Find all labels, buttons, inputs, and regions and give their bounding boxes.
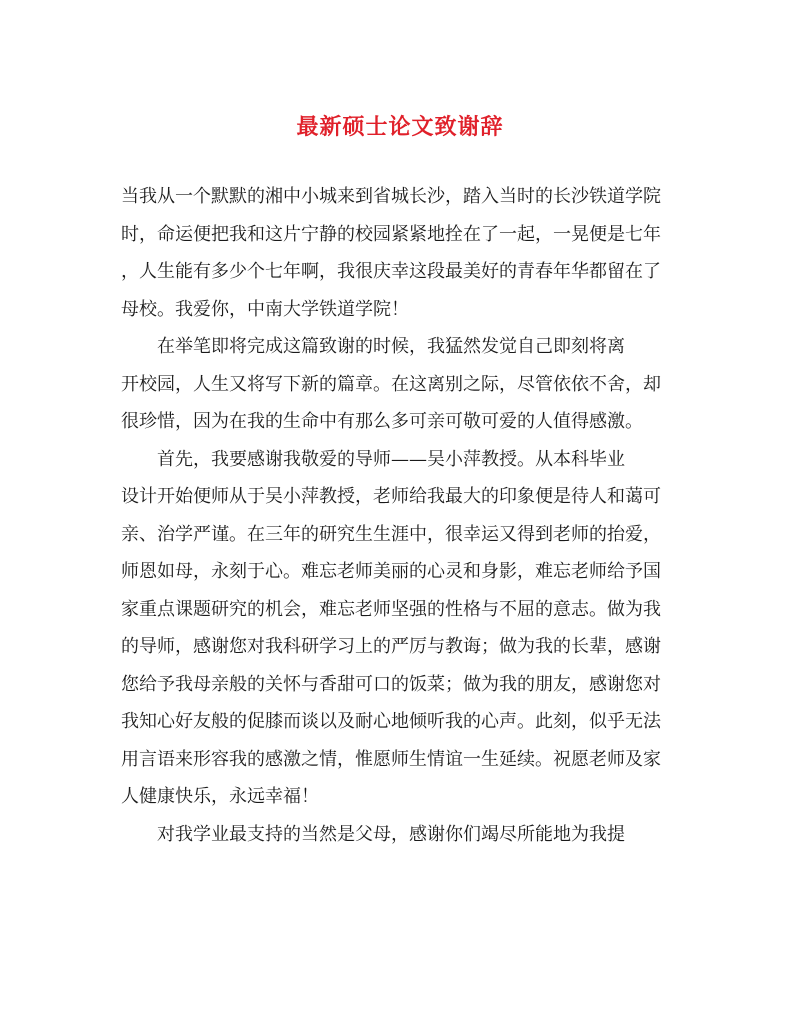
text-line: 很珍惜，因为在我的生命中有那么多可亲可敬可爱的人值得感激。: [121, 411, 643, 432]
text-line: 时，命运便把我和这片宁静的校园紧紧地拴在了一起，一晃便是七年: [121, 223, 661, 245]
text-line: 当我从一个默默的湘中小城来到省城长沙，踏入当时的长沙铁道学院: [121, 186, 661, 207]
text-line: 首先，我要感谢我敬爱的导师——吴小萍教授。从本科毕业: [157, 448, 625, 470]
paragraph-1: [121, 178, 681, 328]
document-body: [121, 178, 681, 853]
text-line: ，人生能有多少个七年啊，我很庆幸这段最美好的青春年华都留在了: [121, 261, 661, 282]
paragraph-2: [121, 328, 681, 441]
text-line: 家重点课题研究的机会，难忘老师坚强的性格与不屈的意志。做为我: [121, 598, 661, 620]
text-line: 母校。我爱你，中南大学铁道学院！: [121, 298, 409, 320]
text-line: 对我学业最支持的当然是父母，感谢你们竭尽所能地为我提: [157, 823, 625, 845]
text-line: 我知心好友般的促膝而谈以及耐心地倾听我的心声。此刻，似乎无法: [121, 711, 661, 732]
text-line: 亲、治学严谨。在三年的研究生生涯中，很幸运又得到老师的抬爱，: [121, 523, 661, 545]
paragraph-4: [121, 816, 681, 854]
text-line: 用言语来形容我的感激之情，惟愿师生情谊一生延续。祝愿老师及家: [121, 748, 661, 770]
text-line: 开校园，人生又将写下新的篇章。在这离别之际，尽管依依不舍，却: [121, 373, 661, 395]
text-line: 师恩如母，永刻于心。难忘老师美丽的心灵和身影，难忘老师给予国: [121, 561, 661, 582]
text-line: 人健康快乐，永远幸福！: [121, 786, 319, 807]
text-line: 设计开始便师从于吴小萍教授，老师给我最大的印象便是待人和蔼可: [121, 486, 661, 507]
text-line: 在举笔即将完成这篇致谢的时候，我猛然发觉自己即刻将离: [157, 336, 625, 357]
text-line: 您给予我母亲般的关怀与香甜可口的饭菜；做为我的朋友，感谢您对: [121, 673, 661, 695]
paragraph-3: [121, 441, 681, 816]
text-line: 的导师，感谢您对我科研学习上的严厉与教诲；做为我的长辈，感谢: [121, 636, 661, 657]
document-title: 最新硕士论文致谢辞: [296, 114, 504, 140]
